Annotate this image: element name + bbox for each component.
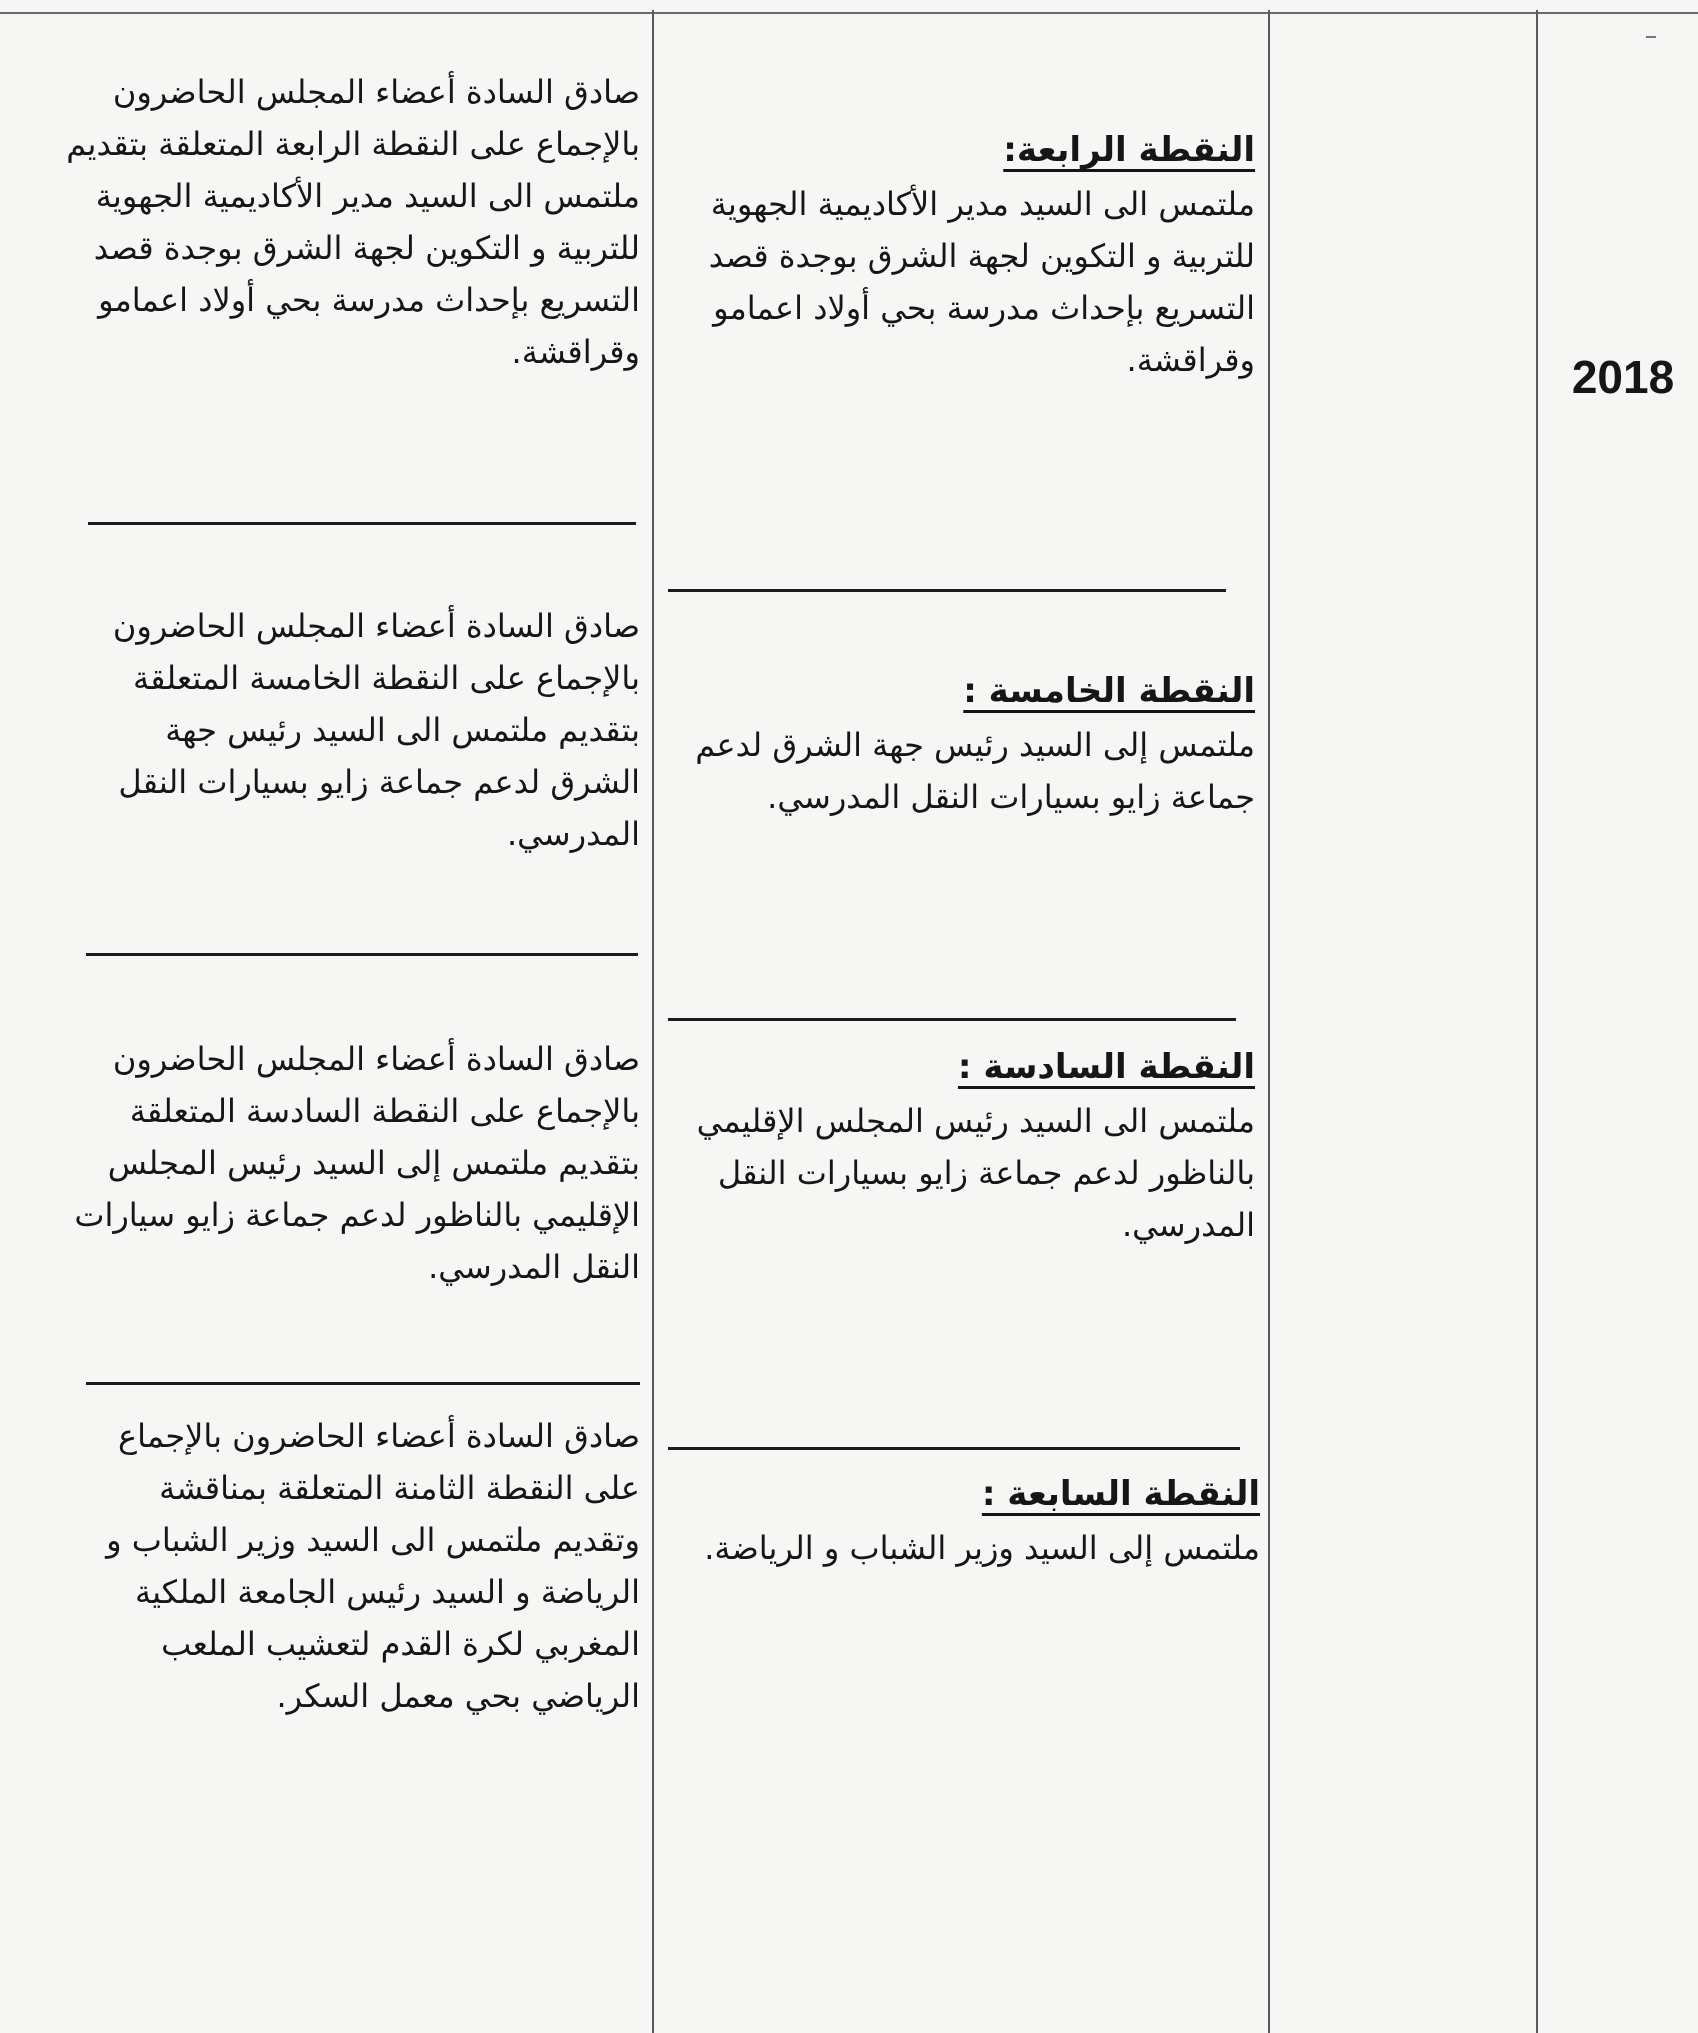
point-6-heading: النقطة السادسة : (957, 1047, 1255, 1087)
point-7-heading: النقطة السابعة : (981, 1474, 1260, 1514)
decision-point-8: صادق السادة أعضاء الحاضرون بالإجماع على النقطة الثامنة المتعلقة بمناقشة وتقديم ملتمس الى السيد وزير الشباب و الرياضة و السيد رئيس الجامعة الملكية المغربي لكرة القدم لتعشيب الملعب الرياضي بحي معمل السكر. (106, 1417, 640, 1715)
agenda-point-7 (665, 1468, 1260, 1574)
separator-line (668, 589, 1226, 592)
decision-point-6: صادق السادة أعضاء المجلس الحاضرون بالإجماع على النقطة السادسة المتعلقة بتقديم ملتمس إلى السيد رئيس المجلس الإقليمي بالناظور لدعم جماعة زايو سيارات النقل المدرسي. (74, 1040, 640, 1286)
point-5-heading: النقطة الخامسة : (963, 671, 1255, 711)
decision-point-5: صادق السادة أعضاء المجلس الحاضرون بالإجماع على النقطة الخامسة المتعلقة بتقديم ملتمس الى السيد رئيس جهة الشرق لدعم جماعة زايو بسيارات النقل المدرسي. (112, 607, 640, 853)
separator-line (88, 522, 636, 525)
table-top-border (0, 12, 1698, 14)
agenda-point-4 (665, 124, 1255, 386)
column-divider-decisions (652, 10, 654, 2033)
column-divider-points (1268, 10, 1270, 2033)
point-7-body: ملتمس إلى السيد وزير الشباب و الرياضة. (704, 1529, 1260, 1567)
point-5-body: ملتمس إلى السيد رئيس جهة الشرق لدعم جماعة زايو بسيارات النقل المدرسي. (695, 726, 1255, 816)
point-6-body: ملتمس الى السيد رئيس المجلس الإقليمي بالناظور لدعم جماعة زايو بسيارات النقل المدرسي. (696, 1102, 1255, 1244)
separator-line (86, 1382, 640, 1385)
decision-point-4: صادق السادة أعضاء المجلس الحاضرون بالإجماع على النقطة الرابعة المتعلقة بتقديم ملتمس الى السيد مدير الأكاديمية الجهوية للتربية و التكوين لجهة الشرق بوجدة قصد التسريع بإحداث مدرسة بحي أولاد اعمامو وقراقشة. (66, 73, 640, 371)
agenda-point-5 (665, 665, 1255, 823)
point-4-heading: النقطة الرابعة: (1003, 130, 1255, 170)
separator-line (668, 1447, 1240, 1450)
separator-line (668, 1018, 1236, 1021)
scan-mark (1646, 36, 1656, 38)
column-divider-empty (1536, 10, 1538, 2033)
separator-line (86, 953, 638, 956)
point-4-body: ملتمس الى السيد مدير الأكاديمية الجهوية للتربية و التكوين لجهة الشرق بوجدة قصد التسريع بإحداث مدرسة بحي أولاد اعمامو وقراقشة. (708, 185, 1255, 379)
agenda-point-6 (665, 1041, 1255, 1251)
year-cell: 2018 (1571, 351, 1675, 403)
